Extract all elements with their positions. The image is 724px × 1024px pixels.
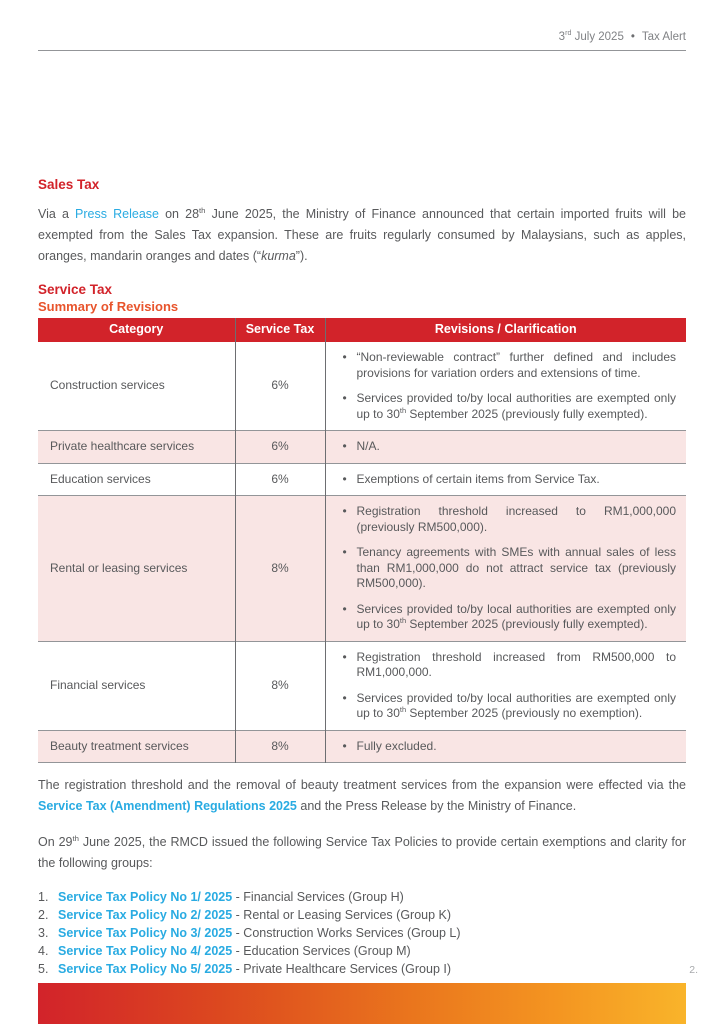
bullet-separator-icon: •: [630, 31, 635, 43]
revision-bullet: • Services provided to/by local authorities are exempted only up to 30th September 2025 (previously no exemption).: [340, 691, 677, 722]
text-segment: ”).: [295, 249, 308, 263]
table-row: [38, 730, 686, 763]
service-tax-rate-cell: 8%: [235, 496, 325, 642]
revisions-table: [38, 318, 686, 763]
summary-of-revisions-subheading: Summary of Revisions: [38, 299, 179, 314]
column-header-revisions: Revisions / Clarification: [325, 318, 686, 342]
masthead: [38, 0, 686, 51]
revision-bullet: • Registration threshold increased from RM500,000 to RM1,000,000.: [340, 650, 677, 681]
table-row: [38, 342, 686, 431]
policy-item: [38, 942, 686, 960]
policy-number: 5.: [38, 962, 49, 976]
policy-link[interactable]: Service Tax Policy No 4/ 2025: [58, 944, 233, 958]
policy-item: [38, 906, 686, 924]
service-tax-heading: Service Tax: [38, 282, 113, 297]
revision-bullet-list: [340, 650, 677, 722]
category-cell: Private healthcare services: [50, 439, 195, 453]
column-header-category: Category: [38, 318, 235, 342]
policy-desc: - Private Healthcare Services (Group I): [232, 962, 452, 976]
service-tax-rate-cell: 8%: [235, 641, 325, 730]
table-row: [38, 641, 686, 730]
text-segment: Via a: [38, 207, 76, 221]
revision-bullet: • “Non-reviewable contract” further defined and includes provisions for variation orders and extensions of time.: [340, 350, 677, 381]
inline-link[interactable]: Press Release: [75, 207, 159, 221]
revision-bullet: • Registration threshold increased to RM1,000,000 (previously RM500,000).: [340, 504, 677, 535]
policy-desc: - Construction Works Services (Group L): [232, 926, 461, 940]
revision-bullet: • Fully excluded.: [340, 739, 677, 755]
policy-link[interactable]: Service Tax Policy No 5/ 2025: [58, 962, 233, 976]
text-segment: on 28th June 2025, the Ministry of Finance announced that certain imported fruits will be exempted from the Sales Tax expansion. These are fruits regularly consumed by Malaysians, such as apples, oranges, mandarin oranges and dates (“: [38, 205, 686, 263]
sales-tax-heading: Sales Tax: [38, 177, 100, 192]
service-tax-rate-cell: 6%: [235, 342, 325, 431]
service-tax-rate-cell: 8%: [235, 730, 325, 763]
revisions-cell: [325, 342, 686, 431]
revisions-cell: [325, 431, 686, 464]
revision-bullet-list: [340, 439, 677, 455]
masthead-date: [559, 31, 624, 43]
table-row: [38, 431, 686, 464]
revisions-cell: [325, 730, 686, 763]
column-header-service-tax: Service Tax: [235, 318, 325, 342]
inline-link[interactable]: Service Tax (Amendment) Regulations 2025: [38, 799, 297, 813]
revision-bullet: • Tenancy agreements with SMEs with annual sales of less than RM1,000,000 do not attract service tax (previously RM500,000).: [340, 545, 677, 592]
revision-bullet-list: [340, 350, 677, 422]
revision-bullet-list: [340, 739, 677, 755]
policy-link[interactable]: Service Tax Policy No 2/ 2025: [58, 908, 233, 922]
policy-desc: - Rental or Leasing Services (Group K): [232, 908, 452, 922]
table-row: [38, 463, 686, 496]
text-segment: The registration threshold and the removal of beauty treatment services from the expansion were effected via the: [38, 778, 686, 792]
category-cell: Beauty treatment services: [50, 738, 189, 753]
revisions-cell: [325, 496, 686, 642]
revision-bullet-list: [340, 504, 677, 633]
table-row: [38, 496, 686, 642]
policy-number: 1.: [38, 890, 49, 904]
policy-link[interactable]: Service Tax Policy No 1/ 2025: [58, 890, 233, 904]
policy-number: 3.: [38, 926, 49, 940]
revision-bullet-list: [340, 472, 677, 488]
policy-desc: - Education Services (Group M): [232, 944, 411, 958]
policy-number: 2.: [38, 908, 49, 922]
service-tax-rate-cell: 6%: [235, 463, 325, 496]
category-cell: Education services: [50, 471, 151, 486]
policy-number: 4.: [38, 944, 49, 958]
policy-item: [38, 960, 686, 978]
revision-bullet: • Services provided to/by local authorities are exempted only up to 30th September 2025 (previously fully exempted).: [340, 602, 677, 633]
revision-bullet: • N/A.: [340, 439, 677, 455]
page-number: 2.: [689, 964, 698, 976]
category-cell: Financial services: [50, 677, 146, 692]
revisions-cell: [325, 641, 686, 730]
text-segment: and the Press Release by the Ministry of Finance.: [296, 799, 577, 813]
policy-item: [38, 888, 686, 906]
category-cell: Construction services: [50, 378, 165, 393]
revisions-table-body: [38, 342, 686, 763]
regulations-paragraph: [38, 775, 686, 817]
text-segment: 3rd July 2025: [558, 29, 624, 43]
policy-item: [38, 924, 686, 942]
text-segment: On 29th June 2025, the RMCD issued the following Service Tax Policies to provide certain exemptions and clarity for the following groups:: [38, 833, 686, 870]
footer-gradient-bar: [38, 983, 686, 1024]
rmcd-paragraph: [38, 832, 686, 874]
document-body: [38, 177, 686, 1024]
revision-bullet: • Services provided to/by local authorities are exempted only up to 30th September 2025 (previously fully exempted).: [340, 391, 677, 422]
sales-tax-paragraph: [38, 204, 686, 267]
policy-list: [38, 888, 686, 978]
category-cell: Rental or leasing services: [50, 560, 188, 575]
policy-link[interactable]: Service Tax Policy No 3/ 2025: [58, 926, 233, 940]
revisions-cell: [325, 463, 686, 496]
service-tax-rate-cell: 6%: [235, 431, 325, 464]
text-segment: kurma: [261, 249, 296, 263]
table-header-row: [38, 318, 686, 342]
revision-bullet: • Exemptions of certain items from Service Tax.: [340, 472, 677, 488]
masthead-title: Tax Alert: [641, 31, 686, 43]
policy-desc: - Financial Services (Group H): [232, 890, 404, 904]
